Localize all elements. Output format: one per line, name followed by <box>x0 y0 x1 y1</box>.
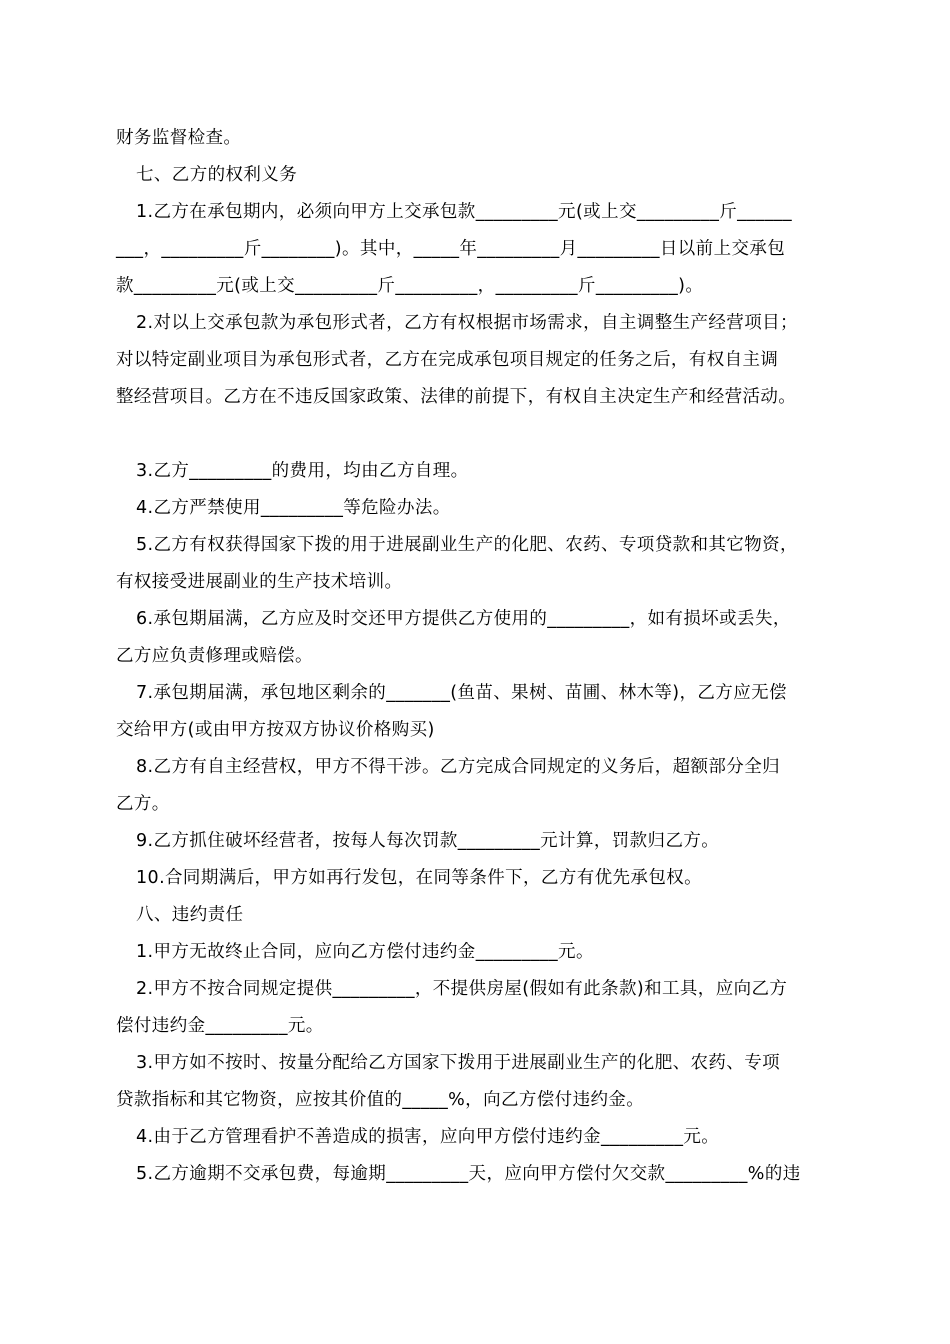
clause-7-5-line-1: 5.乙方有权获得国家下拨的用于进展副业生产的化肥、农药、专项贷款和其它物资， <box>136 535 798 555</box>
clause-7-4: 4.乙方严禁使用_________等危险办法。 <box>136 498 451 518</box>
clause-7-2-line-3: 整经营项目。乙方在不违反国家政策、法律的前提下，有权自主决定生产和经营活动。 <box>116 387 797 407</box>
document-body <box>116 120 850 1193</box>
clause-8-5-line-1: 5.乙方逾期不交承包费，每逾期_________天，应向甲方偿付欠交款_________%的违 <box>136 1164 801 1184</box>
clause-8-2-line-1: 2.甲方不按合同规定提供_________，不提供房屋(假如有此条款)和工具，应向乙方 <box>136 979 788 999</box>
clause-7-3: 3.乙方_________的费用，均由乙方自理。 <box>136 461 469 481</box>
clause-8-2-line-2: 偿付违约金_________元。 <box>116 1016 324 1036</box>
clause-7-6-line-2: 乙方应负责修理或赔偿。 <box>116 646 313 666</box>
clause-7-1-line-1: 1.乙方在承包期内，必须向甲方上交承包款_________元(或上交_________斤______ <box>136 202 793 222</box>
clause-7-1-line-2: ___，_________斤________)。其中，_____年_________月_________日以前上交承包 <box>116 239 786 259</box>
line-1: 财务监督检查。 <box>116 128 242 148</box>
clause-7-1-line-3: 款_________元(或上交_________斤_________，_________斤_________)。 <box>116 276 704 296</box>
clause-7-5-line-2: 有权接受进展副业的生产技术培训。 <box>116 572 403 592</box>
clause-8-3-line-2: 贷款指标和其它物资，应按其价值的_____%，向乙方偿付违约金。 <box>116 1090 645 1110</box>
clause-7-2-line-1: 2.对以上交承包款为承包形式者，乙方有权根据市场需求，自主调整生产经营项目； <box>136 313 798 333</box>
clause-7-7-line-2: 交给甲方(或由甲方按双方协议价格购买) <box>116 720 435 740</box>
clause-7-7-line-1: 7.承包期届满，承包地区剩余的_______(鱼苗、果树、苗圃、林木等)，乙方应无偿 <box>136 683 787 703</box>
clause-7-8-line-2: 乙方。 <box>116 794 170 814</box>
section-heading-8: 八、违约责任 <box>136 905 244 925</box>
clause-8-4: 4.由于乙方管理看护不善造成的损害，应向甲方偿付违约金_________元。 <box>136 1127 720 1147</box>
clause-7-2-line-2: 对以特定副业项目为承包形式者，乙方在完成承包项目规定的任务之后，有权自主调 <box>116 350 779 370</box>
clause-8-1: 1.甲方无故终止合同，应向乙方偿付违约金_________元。 <box>136 942 594 962</box>
clause-7-9: 9.乙方抓住破坏经营者，按每人每次罚款_________元计算，罚款归乙方。 <box>136 831 720 851</box>
clause-7-6-line-1: 6.承包期届满，乙方应及时交还甲方提供乙方使用的_________，如有损坏或丢失， <box>136 609 791 629</box>
clause-7-10: 10.合同期满后，甲方如再行发包，在同等条件下，乙方有优先承包权。 <box>136 868 703 888</box>
clause-8-3-line-1: 3.甲方如不按时、按量分配给乙方国家下拨用于进展副业生产的化肥、农药、专项 <box>136 1053 780 1073</box>
blank-line <box>116 416 850 453</box>
section-heading-7: 七、乙方的权利义务 <box>136 165 298 185</box>
clause-7-8-line-1: 8.乙方有自主经营权，甲方不得干涉。乙方完成合同规定的义务后，超额部分全归 <box>136 757 780 777</box>
